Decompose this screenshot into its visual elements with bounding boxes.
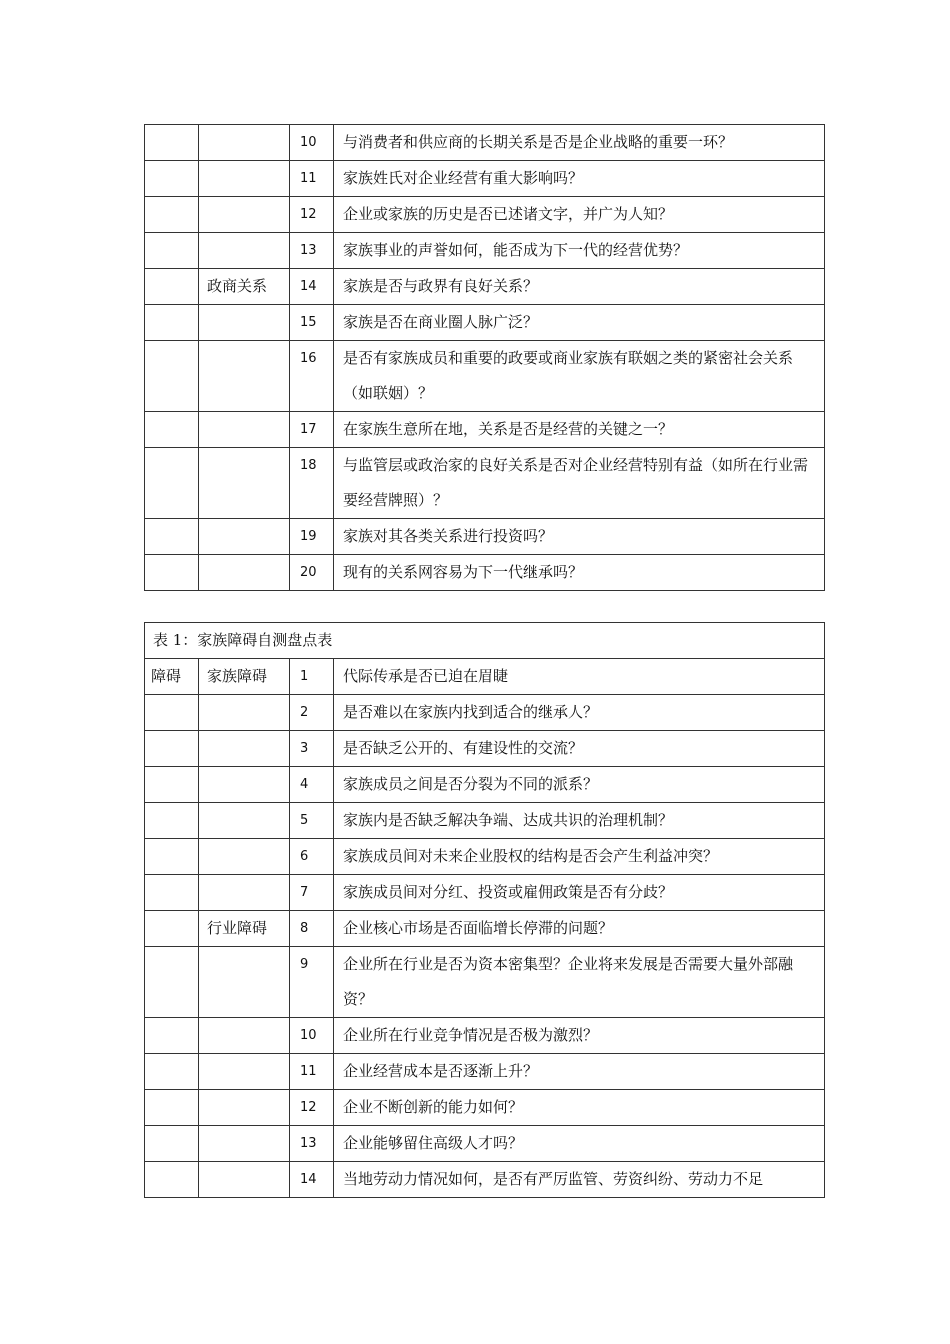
group-cell — [145, 412, 199, 448]
item-number: 4 — [290, 767, 334, 803]
item-number: 9 — [290, 947, 334, 1018]
category-cell — [199, 695, 290, 731]
group-cell — [145, 875, 199, 911]
category-cell — [199, 341, 290, 412]
table-row — [145, 1090, 825, 1126]
item-number: 10 — [290, 125, 334, 161]
group-cell — [145, 305, 199, 341]
category-cell — [199, 448, 290, 519]
table-row — [145, 803, 825, 839]
category-cell — [199, 161, 290, 197]
group-cell — [145, 555, 199, 591]
question-text: 家族是否与政界有良好关系？ — [334, 269, 825, 305]
group-cell — [145, 695, 199, 731]
category-cell — [199, 839, 290, 875]
question-text: 当地劳动力情况如何，是否有严厉监管、劳资纠纷、劳动力不足 — [334, 1162, 825, 1198]
item-number: 13 — [290, 233, 334, 269]
table-row — [145, 233, 825, 269]
group-cell — [145, 767, 199, 803]
relations-table-continuation — [144, 124, 825, 591]
group-cell — [145, 1090, 199, 1126]
table-row — [145, 519, 825, 555]
question-text: 在家族生意所在地，关系是否是经营的关键之一？ — [334, 412, 825, 448]
question-text: 企业不断创新的能力如何？ — [334, 1090, 825, 1126]
table-row — [145, 161, 825, 197]
question-text: 家族成员间对分红、投资或雇佣政策是否有分歧？ — [334, 875, 825, 911]
category-cell — [199, 555, 290, 591]
category-cell — [199, 1018, 290, 1054]
item-number: 14 — [290, 269, 334, 305]
item-number: 6 — [290, 839, 334, 875]
table-caption-row — [145, 623, 825, 659]
question-text: 与消费者和供应商的长期关系是否是企业战略的重要一环？ — [334, 125, 825, 161]
item-number: 3 — [290, 731, 334, 767]
question-text: 家族姓氏对企业经营有重大影响吗？ — [334, 161, 825, 197]
table-row — [145, 305, 825, 341]
group-cell — [145, 1126, 199, 1162]
item-number: 14 — [290, 1162, 334, 1198]
table-row — [145, 659, 825, 695]
category-cell — [199, 197, 290, 233]
group-cell — [145, 803, 199, 839]
question-text: 企业核心市场是否面临增长停滞的问题？ — [334, 911, 825, 947]
category-cell — [199, 803, 290, 839]
question-text: 与监管层或政治家的良好关系是否对企业经营特别有益（如所在行业需要经营牌照）？ — [334, 448, 825, 519]
group-cell — [145, 519, 199, 555]
item-number: 5 — [290, 803, 334, 839]
group-cell — [145, 269, 199, 305]
category-cell — [199, 731, 290, 767]
table-row — [145, 875, 825, 911]
item-number: 10 — [290, 1018, 334, 1054]
group-cell — [145, 1162, 199, 1198]
group-cell — [145, 911, 199, 947]
category-cell — [199, 767, 290, 803]
table-row — [145, 947, 825, 1018]
category-cell — [199, 1162, 290, 1198]
table-row — [145, 839, 825, 875]
question-text: 家族事业的声誉如何，能否成为下一代的经营优势？ — [334, 233, 825, 269]
family-obstacles-table — [144, 622, 825, 1198]
item-number: 17 — [290, 412, 334, 448]
item-number: 15 — [290, 305, 334, 341]
question-text: 企业经营成本是否逐渐上升？ — [334, 1054, 825, 1090]
table-row — [145, 555, 825, 591]
item-number: 12 — [290, 1090, 334, 1126]
table-row — [145, 341, 825, 412]
category-cell — [199, 412, 290, 448]
item-number: 13 — [290, 1126, 334, 1162]
category-cell — [199, 947, 290, 1018]
table-row — [145, 911, 825, 947]
table-row — [145, 412, 825, 448]
question-text: 是否缺乏公开的、有建设性的交流？ — [334, 731, 825, 767]
question-text: 企业所在行业是否为资本密集型？企业将来发展是否需要大量外部融资？ — [334, 947, 825, 1018]
category-cell — [199, 125, 290, 161]
item-number: 16 — [290, 341, 334, 412]
category-cell — [199, 1054, 290, 1090]
question-text: 代际传承是否已迫在眉睫 — [334, 659, 825, 695]
category-cell: 政商关系 — [199, 269, 290, 305]
item-number: 20 — [290, 555, 334, 591]
table-caption: 表 1：家族障碍自测盘点表 — [145, 623, 825, 659]
item-number: 11 — [290, 1054, 334, 1090]
group-cell — [145, 947, 199, 1018]
group-cell — [145, 448, 199, 519]
question-text: 企业或家族的历史是否已述诸文字，并广为人知？ — [334, 197, 825, 233]
item-number: 7 — [290, 875, 334, 911]
group-cell — [145, 341, 199, 412]
question-text: 家族对其各类关系进行投资吗？ — [334, 519, 825, 555]
group-cell — [145, 197, 199, 233]
question-text: 是否有家族成员和重要的政要或商业家族有联姻之类的紧密社会关系（如联姻）？ — [334, 341, 825, 412]
item-number: 19 — [290, 519, 334, 555]
question-text: 家族成员之间是否分裂为不同的派系？ — [334, 767, 825, 803]
group-cell — [145, 731, 199, 767]
question-text: 家族成员间对未来企业股权的结构是否会产生利益冲突？ — [334, 839, 825, 875]
table-row — [145, 1054, 825, 1090]
question-text: 现有的关系网容易为下一代继承吗？ — [334, 555, 825, 591]
category-cell — [199, 519, 290, 555]
category-cell — [199, 305, 290, 341]
category-cell: 家族障碍 — [199, 659, 290, 695]
group-cell — [145, 1018, 199, 1054]
group-cell — [145, 1054, 199, 1090]
category-cell — [199, 875, 290, 911]
table-row — [145, 695, 825, 731]
group-cell: 障碍 — [145, 659, 199, 695]
group-cell — [145, 839, 199, 875]
category-cell: 行业障碍 — [199, 911, 290, 947]
item-number: 18 — [290, 448, 334, 519]
table-row — [145, 1162, 825, 1198]
category-cell — [199, 1126, 290, 1162]
table-row — [145, 1018, 825, 1054]
table-row — [145, 125, 825, 161]
question-text: 企业所在行业竞争情况是否极为激烈？ — [334, 1018, 825, 1054]
table-row — [145, 767, 825, 803]
question-text: 企业能够留住高级人才吗？ — [334, 1126, 825, 1162]
table-row — [145, 448, 825, 519]
question-text: 家族是否在商业圈人脉广泛？ — [334, 305, 825, 341]
table-row — [145, 731, 825, 767]
item-number: 2 — [290, 695, 334, 731]
group-cell — [145, 233, 199, 269]
table-row — [145, 197, 825, 233]
question-text: 是否难以在家族内找到适合的继承人？ — [334, 695, 825, 731]
group-cell — [145, 161, 199, 197]
item-number: 11 — [290, 161, 334, 197]
table-row — [145, 269, 825, 305]
item-number: 8 — [290, 911, 334, 947]
table-row — [145, 1126, 825, 1162]
question-text: 家族内是否缺乏解决争端、达成共识的治理机制？ — [334, 803, 825, 839]
category-cell — [199, 233, 290, 269]
group-cell — [145, 125, 199, 161]
item-number: 12 — [290, 197, 334, 233]
item-number: 1 — [290, 659, 334, 695]
category-cell — [199, 1090, 290, 1126]
